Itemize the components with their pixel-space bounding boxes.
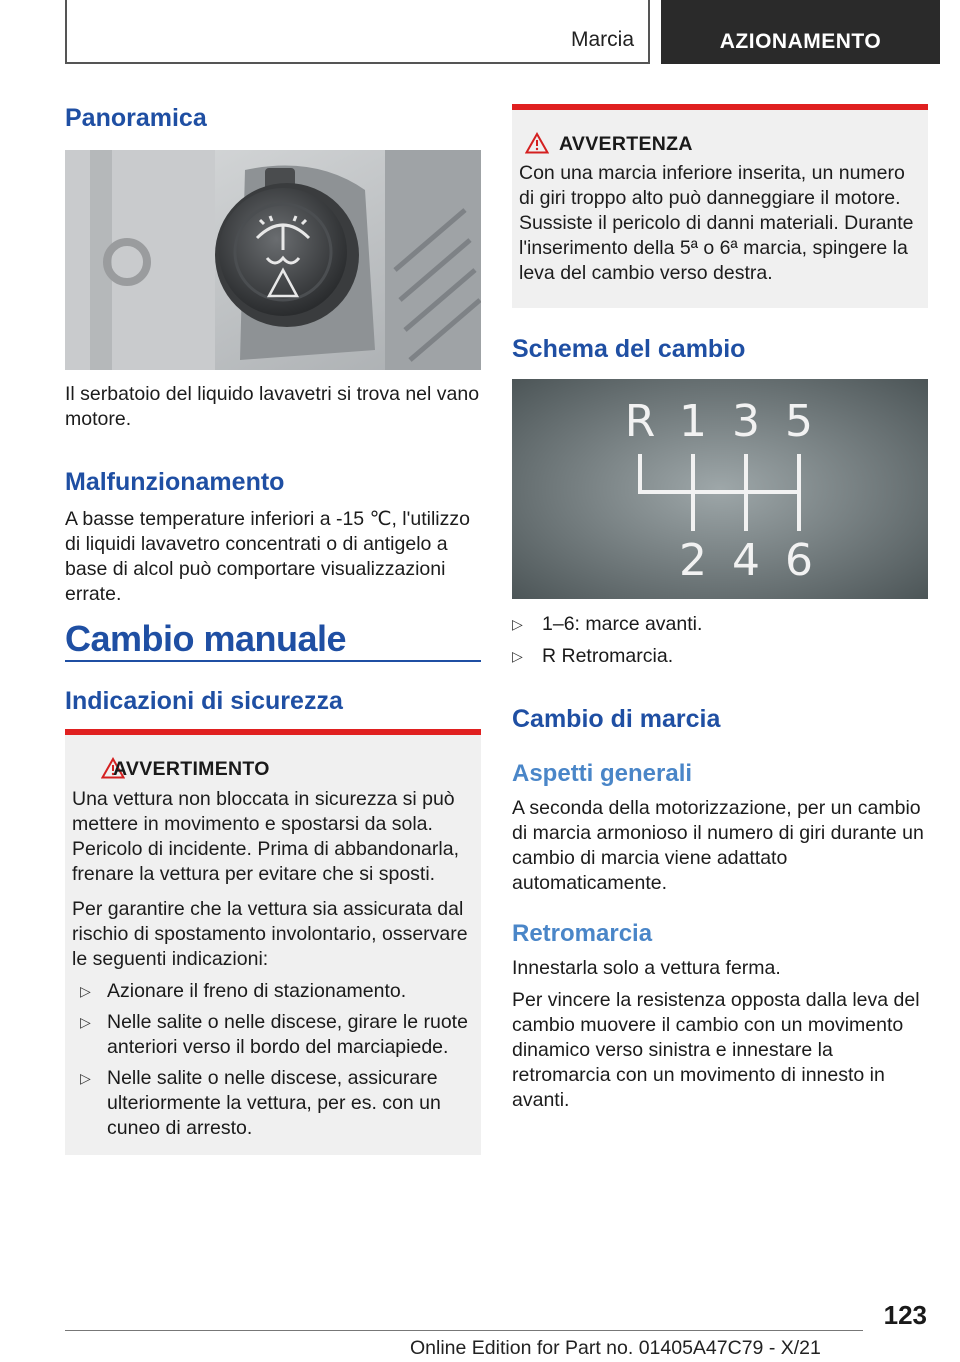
heading-cambio-manuale: Cambio manuale xyxy=(65,618,347,659)
malfunzionamento-text: A basse temperature inferiori a -15 ℃, l'utilizzo di liquidi lavavetro concentrati o di antigelo a base di alcol può comportare visualizzazioni errate. xyxy=(65,508,470,605)
heading-indicazioni-sicurezza: Indicazioni di sicurezza xyxy=(65,687,343,715)
gear-shift-pattern-illustration xyxy=(512,379,928,599)
warning-title: AVVERTENZA xyxy=(559,133,693,155)
gear-shift-diagram xyxy=(512,379,928,599)
heading-cambio-di-marcia: Cambio di marcia xyxy=(512,705,721,733)
heading-retromarcia: Retromarcia xyxy=(512,920,653,947)
warning-text: Con una marcia inferiore inserita, un numero di giri troppo alto può danneggiare il motore. Sussiste il pericolo di danni materiali. Durante l'inserimento della 5ª o 6ª marcia, spingere la leva del cambio verso destra. xyxy=(519,162,914,284)
header-section-title: Marcia xyxy=(570,28,634,51)
bullet-triangle-icon: ▷ xyxy=(80,1070,91,1086)
gear-label-2: 2 xyxy=(679,535,707,586)
header-section-box xyxy=(65,0,650,64)
aspetti-generali-text: A seconda della motorizzazione, per un cambio di marcia armonioso il numero di giri durante un cambio di marcia viene adattato automaticamente. xyxy=(512,797,924,894)
header-chapter-tab: AZIONAMENTO xyxy=(661,0,940,64)
bullet-triangle-icon: ▷ xyxy=(80,1014,91,1030)
warning-title: AVVERTIMENTO xyxy=(113,758,270,780)
warning-bar xyxy=(65,729,481,735)
bullet-triangle-icon: ▷ xyxy=(512,648,523,664)
heading-aspetti-generali: Aspetti generali xyxy=(512,760,693,787)
washer-reservoir-illustration xyxy=(65,150,481,370)
gear-label-3: 3 xyxy=(732,396,760,447)
panoramica-text: Il serbatoio del liquido lavavetri si trova nel vano motore. xyxy=(65,383,480,430)
gear-label-5: 5 xyxy=(785,396,813,447)
heading-panoramica: Panoramica xyxy=(65,104,207,132)
retromarcia-text-1: Innestarla solo a vettura ferma. xyxy=(512,957,781,979)
bullet-triangle-icon: ▷ xyxy=(512,616,523,632)
warning-text-2: Per garantire che la vettura sia assicurata dal rischio di spostamento involontario, osservare le seguenti indicazioni: xyxy=(72,898,468,970)
gear-label-r: R xyxy=(624,396,656,447)
footer-edition: Online Edition for Part no. 01405A47C79 - X/21 xyxy=(410,1337,821,1359)
warning-box-avvertenza xyxy=(512,104,928,308)
washer-reservoir-photo xyxy=(65,150,481,370)
retromarcia-text-2: Per vincere la resistenza opposta dalla leva del cambio muovere il cambio con un movimento dinamico verso sinistra e innestare la retromarcia con un movimento di innesto in avanti. xyxy=(512,989,920,1111)
gear-label-1: 1 xyxy=(679,396,707,447)
warning-triangle-icon xyxy=(525,132,549,154)
gear-label-4: 4 xyxy=(732,535,760,586)
warning-box-avvertimento: AVVERTIMENTO Una vettura non bloccata in sicurezza si può mettere in movimento e spostarsi da sola. Pericolo di incidente. Prima di abbandonarla, frenare la vettura per evitare che si sposti. Per garantire che la vettura sia assicurata dal rischio di spostamento involontario, osservare le seguenti indicazioni: ▷ Azionare il freno di stazionamento. ▷ Nelle salite o nelle discese, girare le ruote anteriori verso il bordo del marciapiede. ▷ Nelle salite o nelle discese, assicurare ulteriormente la vettura, per es. con un cuneo di arresto. xyxy=(65,729,481,1155)
bullet-triangle-icon: ▷ xyxy=(80,983,91,999)
warning-text-1: Una vettura non bloccata in sicurezza si può mettere in movimento e spostarsi da sola. Pericolo di incidente. Prima di abbandonarla, frenare la vettura per evitare che si sposti. xyxy=(72,788,459,885)
page-number: 123 xyxy=(883,1300,927,1330)
warning-bar xyxy=(512,104,928,110)
heading-malfunzionamento: Malfunzionamento xyxy=(65,468,285,496)
footer-rule xyxy=(65,1330,863,1331)
section-rule xyxy=(65,660,481,662)
heading-schema-cambio: Schema del cambio xyxy=(512,335,746,363)
gear-label-6: 6 xyxy=(785,535,813,586)
